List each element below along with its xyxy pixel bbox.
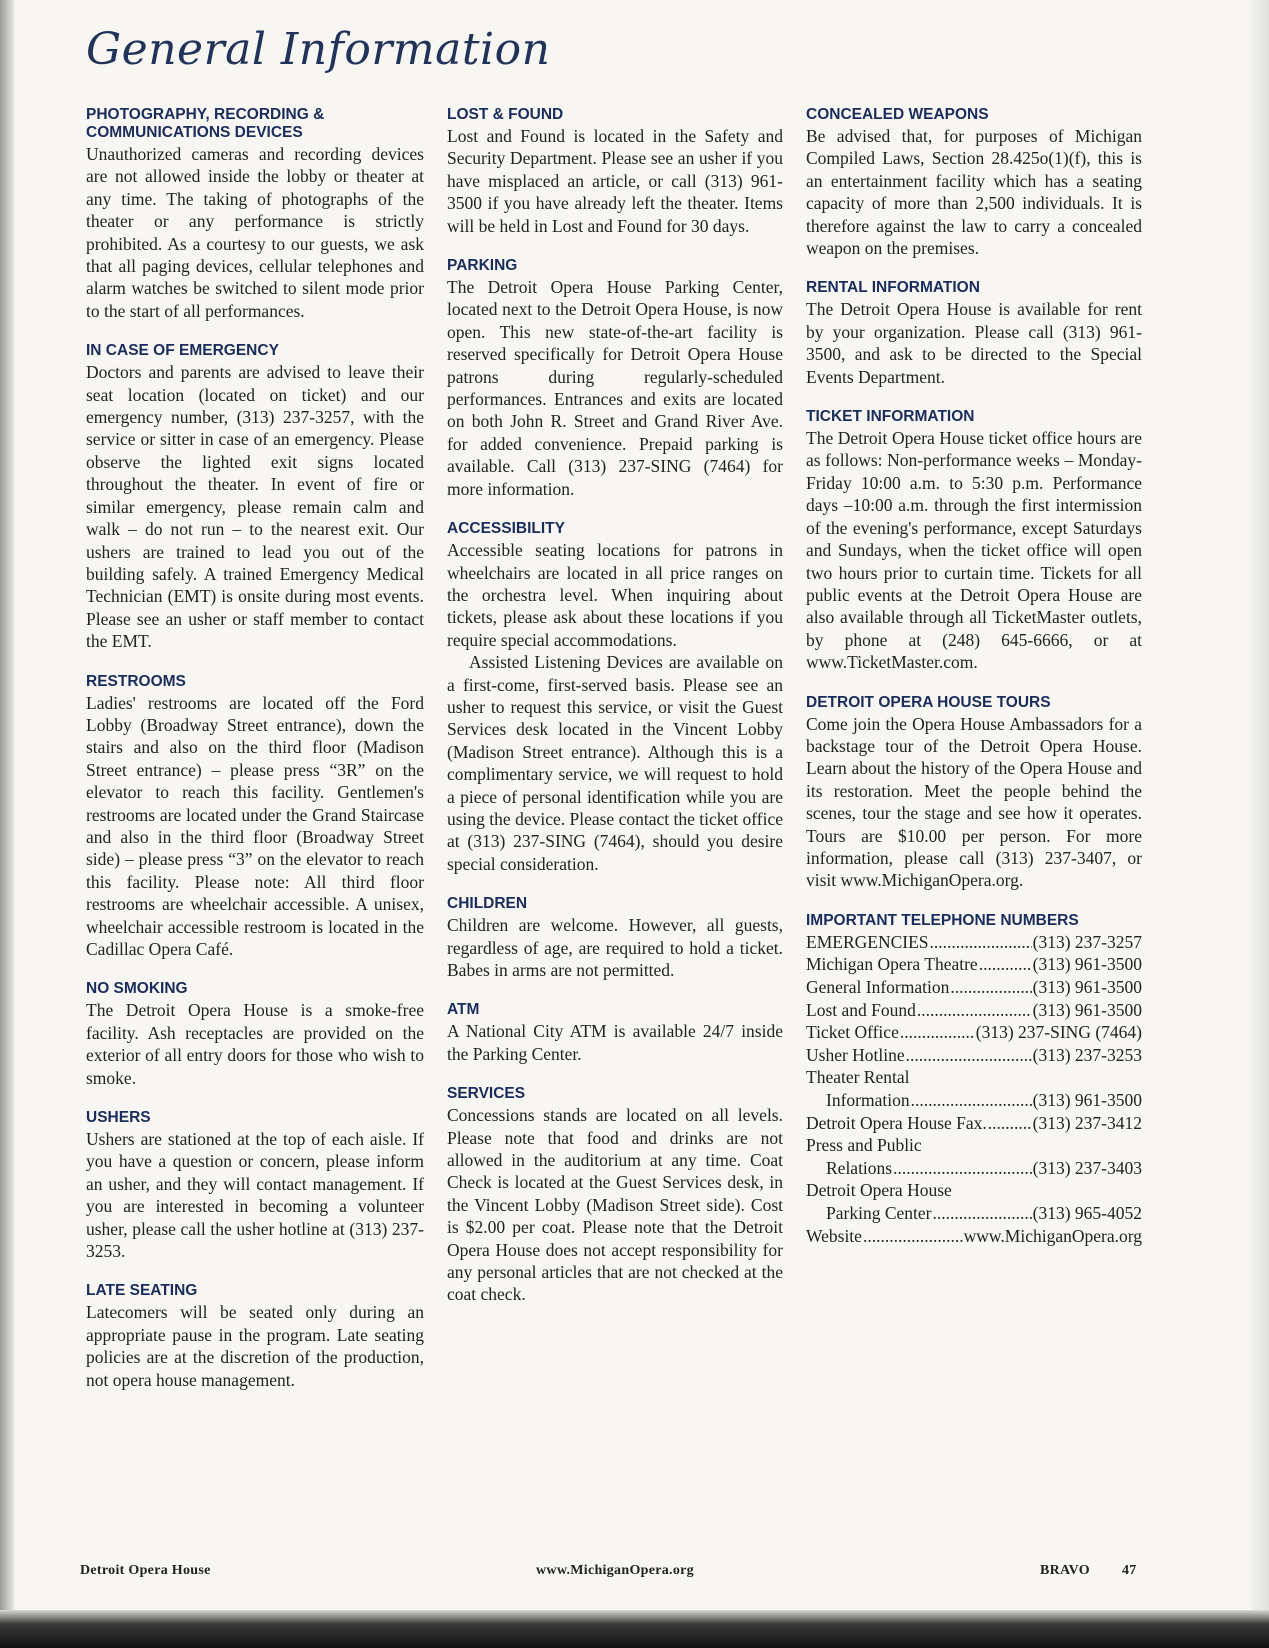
- right-column: [806, 106, 1142, 1267]
- phone-entry-label: Relations: [826, 1157, 893, 1178]
- phone-entry-value: (313) 237-3412: [1032, 1112, 1142, 1133]
- section-heading: PARKING: [447, 257, 518, 275]
- section-ushers: [86, 1109, 424, 1262]
- section-heading: ACCESSIBILITY: [447, 520, 565, 538]
- phone-entry-label: Usher Hotline: [806, 1044, 905, 1065]
- phone-list: [806, 931, 1142, 1247]
- footer-website: www.MichiganOpera.org: [536, 1563, 694, 1578]
- section-heading: PHOTOGRAPHY, RECORDING & COMMUNICATIONS DEVICES: [86, 106, 325, 141]
- section-paragraph: Latecomers will be seated only during an appropriate pause in the program. Late seating policies are at the discretion of the production, not opera house management.: [86, 1302, 424, 1390]
- phone-entry: [806, 1044, 1142, 1067]
- phone-entry-value: (313) 961-3500: [1032, 976, 1142, 997]
- section-heading: CHILDREN: [447, 895, 528, 913]
- phone-entry: [806, 1021, 1142, 1044]
- phone-entry: [806, 999, 1142, 1022]
- section-paragraph: The Detroit Opera House ticket office hours are as follows: Non-performance weeks – Monday-Friday 10:00 a.m. to 5:30 p.m. Performance days –10:00 a.m. through the first intermission of the evening's performance, except Saturdays and Sundays, when the ticket office will open two hours prior to curtain time. Tickets for all public events at the Detroit Opera House are also available through all TicketMaster outlets, by phone at (248) 645-6666, or at www.TicketMaster.com.: [806, 428, 1142, 673]
- section-paragraph: Children are welcome. However, all guests, regardless of age, are required to hold a ticket. Babes in arms are not permitted.: [447, 915, 783, 980]
- phone-section-heading: IMPORTANT TELEPHONE NUMBERS: [806, 911, 1079, 929]
- section-paragraph: The Detroit Opera House is a smoke-free facility. Ash receptacles are provided on the exterior of all entry doors for those who wish to smoke.: [86, 1000, 424, 1088]
- phone-entry-label: Press and Public: [806, 1135, 922, 1156]
- section-paragraph: Concessions stands are located on all levels. Please note that food and drinks are not allowed in the auditorium at any time. Coat Check is located at the Guest Services desk, in the Vincent Lobby (Madison Street side). Cost is $2.00 per coat. Please note that the Detroit Opera House does not accept responsibility for any personal articles that are not checked at the coat check.: [447, 1105, 783, 1305]
- dot-leader: [911, 1089, 1032, 1112]
- section-paragraph: Be advised that, for purposes of Michigan Compiled Laws, Section 28.425o(1)(f), this is an entertainment facility which has a seating capacity of more than 2,500 individuals. It is therefore against the law to carry a concealed weapon on the premises.: [806, 126, 1142, 259]
- phone-entry-value: (313) 965-4052: [1032, 1202, 1142, 1223]
- phone-entry: [806, 1089, 1142, 1112]
- page-title: General Information: [86, 24, 551, 75]
- dot-leader: [932, 1202, 1031, 1225]
- phone-entry-label: Website: [806, 1225, 862, 1246]
- page-binding-shadow: [0, 0, 14, 1648]
- dot-leader: [906, 1044, 1032, 1067]
- dot-leader: [988, 1112, 1032, 1135]
- section-paragraph: Assisted Listening Devices are available on a first-come, first-served basis. Please see an usher to request this service, or visit the Guest Services desk located in the Vincent Lobby (Madison Street entrance). Although this is a complimentary service, we will request to hold a piece of personal identification while you are using the device. Please contact the ticket office at (313) 237-SING (7464), should you desire special consideration.: [447, 652, 783, 874]
- left-column: [86, 106, 424, 1411]
- phone-entry-value: (313) 961-3500: [1032, 954, 1142, 975]
- section-heading: RENTAL INFORMATION: [806, 279, 980, 297]
- section-paragraph: Doctors and parents are advised to leave their seat location (located on ticket) and our emergency number, (313) 237-3257, with the service or sitter in case of an emergency. Please observe the lighted exit signs located throughout the theater. In event of fire or similar emergency, please remain calm and walk – do not run – to the nearest exit. Our ushers are trained to lead you out of the building safely. A trained Emergency Medical Technician (EMT) is onsite during most events. Please see an usher or staff member to contact the EMT.: [86, 362, 424, 652]
- section-heading: LOST & FOUND: [447, 106, 564, 123]
- phone-entry: [806, 931, 1142, 954]
- section-heading: DETROIT OPERA HOUSE TOURS: [806, 693, 1051, 711]
- section-ticket-information: [806, 408, 1142, 673]
- phone-entry-label: Detroit Opera House Fax.: [806, 1112, 987, 1133]
- section-heading: TICKET INFORMATION: [806, 408, 975, 426]
- section-detroit-opera-house-tours: [806, 694, 1142, 892]
- phone-entry-label: Information: [826, 1089, 910, 1110]
- page-bottom-edge: [0, 1610, 1269, 1648]
- section-concealed-weapons: [806, 106, 1142, 259]
- phone-entry: [806, 953, 1142, 976]
- section-paragraph: Ladies' restrooms are located off the Ford Lobby (Broadway Street entrance), down the stairs and also on the third floor (Madison Street entrance) – please press “3R” on the elevator to reach this facility. Gentlemen's restrooms are located under the Grand Staircase and also in the third floor (Broadway Street side) – please press “3” on the elevator to reach this facility. Please note: All third floor restrooms are wheelchair accessible. A unisex, wheelchair accessible restroom is located in the Cadillac Opera Café.: [86, 692, 424, 959]
- section-paragraph: Lost and Found is located in the Safety and Security Department. Please see an usher if you have misplaced an article, or call (313) 961-3500 if you have already left the theater. Items will be held in Lost and Found for 30 days.: [447, 126, 783, 236]
- section-atm: [447, 1001, 783, 1065]
- footer-page-number: 47: [1122, 1563, 1137, 1578]
- section-paragraph: Unauthorized cameras and recording devices are not allowed inside the lobby or theater at any time. The taking of photographs of the theater or any performance is strictly prohibited. As a courtesy to our guests, we ask that all paging devices, cellular telephones and alarm watches be switched to silent mode prior to the start of all performances.: [86, 144, 424, 321]
- section-services: [447, 1085, 783, 1306]
- phone-entry-value: (313) 237-3257: [1032, 931, 1142, 952]
- phone-entry-label: Lost and Found: [806, 999, 916, 1020]
- phone-entry-value: (313) 237-3253: [1032, 1044, 1142, 1065]
- page-edge: [1251, 0, 1269, 1648]
- dot-leader: [979, 953, 1032, 976]
- phone-entry-label: Michigan Opera Theatre: [806, 954, 978, 975]
- dot-leader: [917, 999, 1032, 1022]
- section-restrooms: [86, 673, 424, 961]
- middle-column: [447, 106, 783, 1326]
- section-no-smoking: [86, 980, 424, 1089]
- section-photography-recording-communications-devices: [86, 106, 424, 322]
- section-paragraph: The Detroit Opera House is available for rent by your organization. Please call (313) 961-3500, and ask to be directed to the Special Events Department.: [806, 299, 1142, 387]
- section-heading: ATM: [447, 1001, 480, 1019]
- section-heading: SERVICES: [447, 1085, 526, 1103]
- section-late-seating: [86, 1282, 424, 1391]
- phone-entry-value: (313) 237-SING (7464): [975, 1022, 1142, 1043]
- phone-entry-value: www.MichiganOpera.org: [963, 1225, 1142, 1246]
- phone-entry: [806, 1225, 1142, 1248]
- section-in-case-of-emergency: [86, 342, 424, 652]
- phone-entry-label: Theater Rental: [806, 1067, 910, 1088]
- section-paragraph: Come join the Opera House Ambassadors for a backstage tour of the Detroit Opera House. Learn about the history of the Opera House and its restoration. Meet the people behind the scenes, tour the stage and see how it operates. Tours are $10.00 per person. For more information, please call (313) 237-3407, or visit www.MichiganOpera.org.: [806, 713, 1142, 891]
- dot-leader: [950, 976, 1031, 999]
- phone-entry: [806, 976, 1142, 999]
- dot-leader: [930, 931, 1032, 954]
- section-accessibility: [447, 520, 783, 875]
- phone-section: [806, 912, 1142, 1247]
- section-parking: [447, 257, 783, 500]
- section-children: [447, 895, 783, 981]
- phone-entry-label: EMERGENCIES: [806, 931, 929, 952]
- phone-entry-value: (313) 237-3403: [1032, 1157, 1142, 1178]
- phone-entry: [806, 1202, 1142, 1225]
- phone-entry-label: General Information: [806, 976, 950, 997]
- phone-entry-label: Parking Center: [826, 1202, 932, 1223]
- section-rental-information: [806, 279, 1142, 388]
- section-heading: NO SMOKING: [86, 980, 188, 998]
- dot-leader: [893, 1157, 1032, 1180]
- footer-magazine: BRAVO: [1040, 1563, 1090, 1578]
- section-heading: USHERS: [86, 1109, 151, 1127]
- phone-entry-label: Ticket Office: [806, 1022, 899, 1043]
- dot-leader: [863, 1225, 963, 1248]
- phone-entry-value: (313) 961-3500: [1032, 1089, 1142, 1110]
- phone-entry-value: (313) 961-3500: [1032, 999, 1142, 1020]
- section-lost-found: [447, 106, 783, 237]
- footer-publication: Detroit Opera House: [80, 1563, 211, 1578]
- phone-entry: [806, 1157, 1142, 1180]
- section-paragraph: Accessible seating locations for patrons in wheelchairs are located in all price ranges on the orchestra level. When inquiring about tickets, please ask about these locations if you require special accommodations.: [447, 540, 783, 650]
- section-heading: RESTROOMS: [86, 672, 186, 690]
- dot-leader: [900, 1021, 975, 1044]
- phone-entry-label: Detroit Opera House: [806, 1180, 952, 1201]
- right-column-sections: [806, 106, 1142, 892]
- section-heading: IN CASE OF EMERGENCY: [86, 342, 279, 360]
- section-paragraph: The Detroit Opera House Parking Center, located next to the Detroit Opera House, is now open. This new state-of-the-art facility is reserved specifically for Detroit Opera House patrons during regularly-scheduled performances. Entrances and exits are located on both John R. Street and Grand River Ave. for added convenience. Prepaid parking is available. Call (313) 237-SING (7464) for more information.: [447, 277, 783, 499]
- phone-entry: [806, 1112, 1142, 1135]
- section-paragraph: Ushers are stationed at the top of each aisle. If you have a question or concern, please inform an usher, and they will contact management. If you are interested in becoming a volunteer usher, please call the usher hotline at (313) 237-3253.: [86, 1129, 424, 1262]
- section-paragraph: A National City ATM is available 24/7 inside the Parking Center.: [447, 1021, 783, 1064]
- section-heading: CONCEALED WEAPONS: [806, 106, 989, 123]
- section-heading: LATE SEATING: [86, 1282, 198, 1300]
